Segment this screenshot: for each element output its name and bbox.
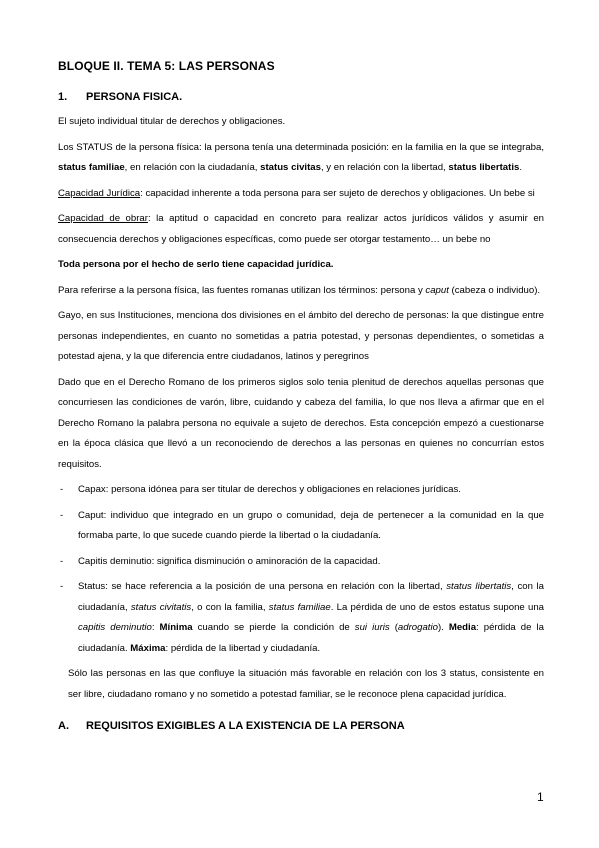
text-run: : [151, 622, 160, 633]
text-run: (cabeza o individuo). [448, 284, 541, 296]
list-dash: - [60, 509, 64, 521]
paragraph-status [58, 138, 544, 179]
section-title: PERSONA FISICA. [86, 91, 183, 103]
text-run: , o con la familia, [191, 601, 269, 613]
section-heading-requisitos [58, 719, 544, 733]
text-run: : la aptitud o capacidad en concreto para realizar actos jurídicos válidos y asumir en consecuencia derechos y obligaciones específicas, como puede ser otorgar testamento… un bebe no [58, 213, 544, 245]
text-run: Los STATUS de la persona física: la persona tenía una determinada posición: en la familia en la que se integraba, [58, 141, 544, 153]
section-heading-persona-fisica [58, 90, 544, 104]
text-run: , con la ciudadanía, [78, 581, 544, 613]
list-item-text: Caput: individuo que integrado en un grupo o comunidad, deja de pertenecer a la comunidad en la que formaba parte, lo que sucede cuando pierde la libertad o la ciudadanía. [78, 509, 544, 541]
section-title: REQUISITOS EXIGIBLES A LA EXISTENCIA DE LA PERSONA [86, 720, 405, 732]
definitions-list [58, 480, 544, 659]
page-number: 1 [537, 790, 544, 804]
paragraph-bold-statement: Toda persona por el hecho de serlo tiene capacidad jurídica. [58, 259, 334, 270]
italic-term: status libertatis [446, 581, 512, 592]
list-dash: - [60, 555, 64, 567]
italic-term: status familiae [268, 601, 331, 613]
paragraph-definition: El sujeto individual titular de derechos y obligaciones. [58, 116, 286, 127]
bold-term: Máxima [130, 642, 166, 654]
paragraph-plena-capacidad: Sólo las personas en las que confluye la situación más favorable en relación con los 3 status, consistente en ser libre, ciudadano romano y no sometido a potestad familiar, se le reconoce plena capacidad jurídica. [68, 668, 544, 700]
italic-term: capitis deminutio [78, 622, 152, 633]
text-run: Para referirse a la persona física, las fuentes romanas utilizan los términos: persona y [58, 284, 426, 296]
bold-term: status civitas [260, 162, 321, 173]
page-body [58, 58, 544, 741]
text-run: ). [437, 622, 449, 633]
list-dash: - [60, 484, 64, 495]
text-run: : capacidad inherente a toda persona para ser sujeto de derechos y obligaciones. Un bebe si [140, 187, 535, 199]
text-run: . [519, 162, 522, 173]
bold-term: Media [448, 622, 477, 633]
list-dash: - [60, 581, 64, 592]
section-letter: A. [58, 720, 69, 732]
paragraph-caput [58, 281, 544, 302]
list-item-capax [58, 480, 544, 501]
list-item-status [58, 577, 544, 659]
list-item-text: Capax: persona idónea para ser titular de derechos y obligaciones en relaciones jurídicas. [78, 484, 461, 495]
text-run: Status: se hace referencia a la posición de una persona en relación con la libertad, [78, 581, 447, 592]
paragraph-gayo: Gayo, en sus Instituciones, menciona dos divisiones en el ámbito del derecho de personas: la que distingue entre personas independientes, en cuanto no sometidas a patria potestad, y personas dependientes, o sometidas a potestad ajena, y la que diferencia entre ciudadanos, latinos y peregrinos [58, 310, 544, 362]
text-run: . La pérdida de uno de estos estatus supone una [330, 601, 545, 613]
paragraph-capacidad-obrar [58, 209, 544, 250]
section-number: 1. [58, 91, 68, 103]
text-run: cuando se pierde la condición de [192, 622, 355, 633]
bold-term: status familiae [58, 162, 125, 173]
text-run: : pérdida de la ciudadanía. [78, 622, 544, 654]
list-item-caput [58, 506, 544, 547]
italic-term: sui iuris [354, 622, 390, 633]
paragraph-capacidad-juridica [58, 184, 544, 205]
underlined-term: Capacidad Jurídica [58, 187, 141, 199]
bold-term: Mínima [159, 622, 193, 633]
italic-term: caput [425, 284, 449, 296]
bold-term: status libertatis [448, 162, 520, 173]
text-run: , y en relación con la libertad, [320, 162, 449, 173]
paragraph-derecho-romano: Dado que en el Derecho Romano de los primeros siglos solo tenia plenitud de derechos aquellas personas que concurriesen las condiciones de varón, libre, cuidando y cabeza del familia, lo que nos lleva a afirmar que en el Derecho Romano la palabra persona no equivale a sujeto de derechos. Esta concepción empezó a cuestionarse en la época clásica que llevó a un reconociendo de derechos a las personas en quienes no concurrían estos requisitos. [58, 376, 544, 470]
text-run: , en relación con la ciudadanía, [124, 162, 261, 173]
italic-term: adrogatio [397, 622, 438, 633]
text-run: : pérdida de la libertad y ciudadanía. [165, 642, 321, 654]
list-item-text: Capitis deminutio: significa disminución o aminoración de la capacidad. [78, 555, 381, 567]
italic-term: status civitatis [130, 601, 192, 613]
underlined-term: Capacidad de obrar [58, 213, 148, 224]
list-item-capitis-deminutio [58, 552, 544, 573]
text-run: ( [389, 622, 398, 633]
document-title: BLOQUE II. TEMA 5: LAS PERSONAS [58, 59, 275, 73]
